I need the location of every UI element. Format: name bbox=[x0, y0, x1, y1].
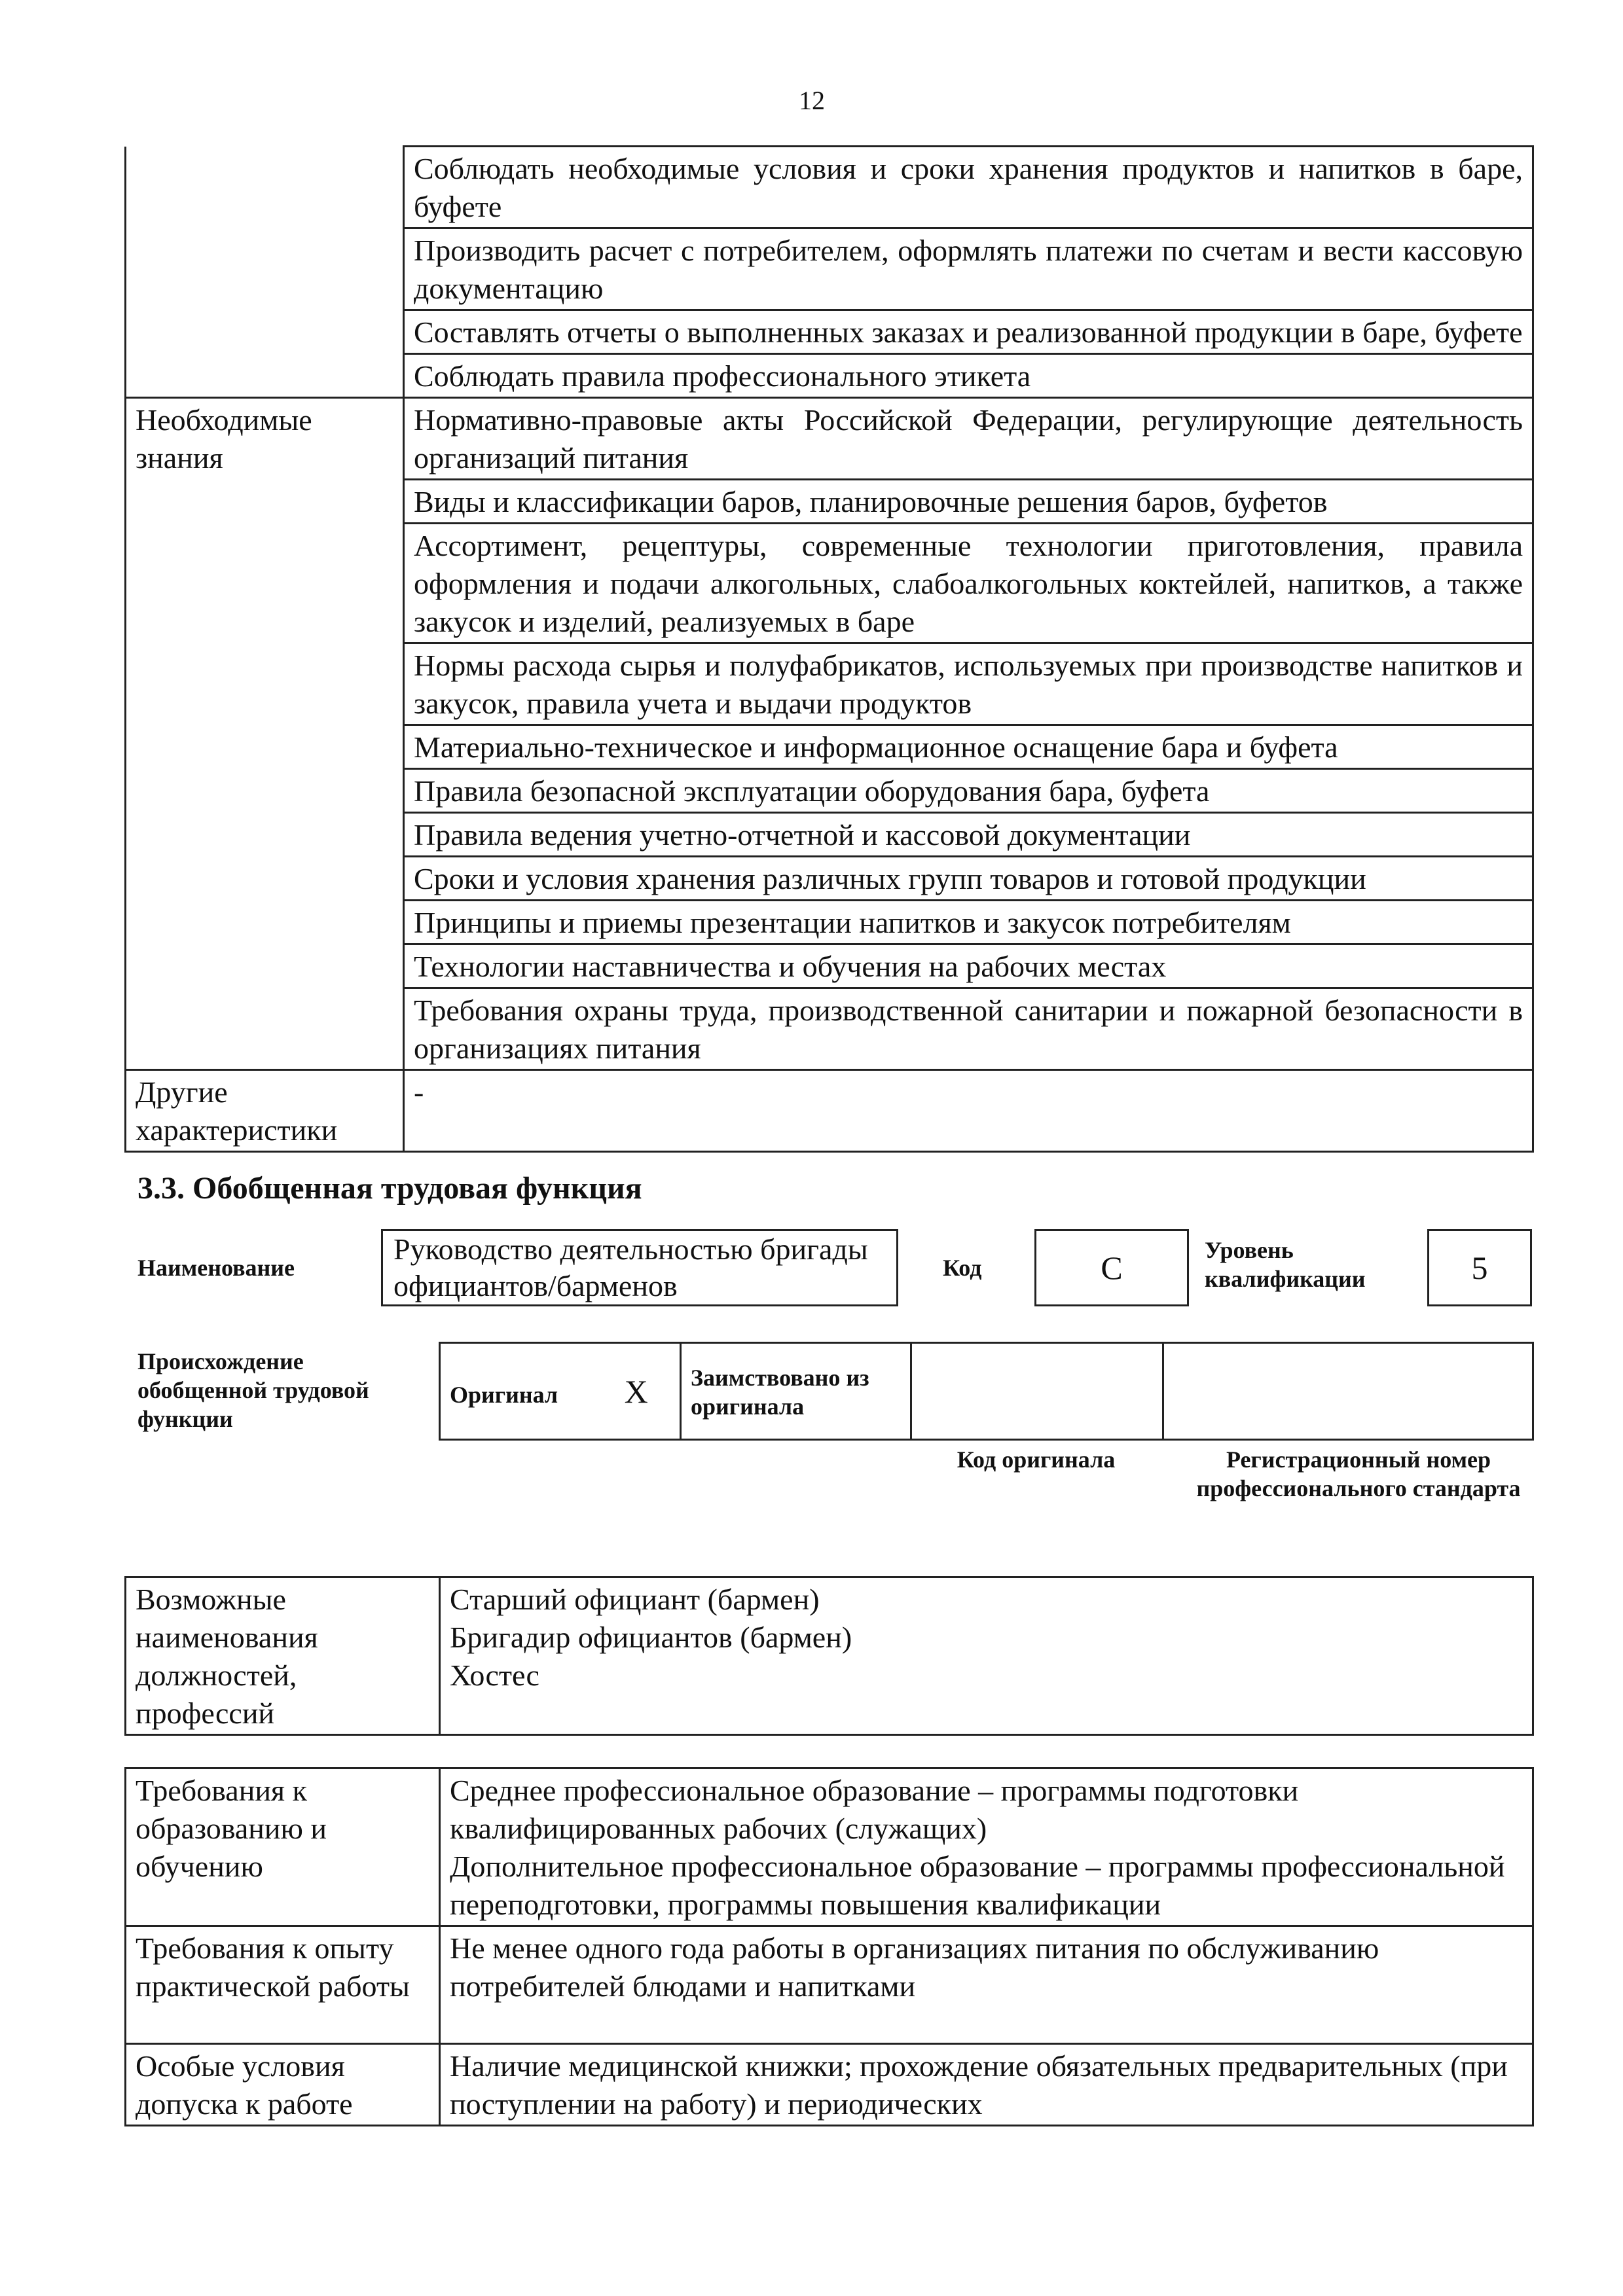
knowledge-label: Необходимые знания bbox=[126, 398, 404, 1070]
positions-table bbox=[124, 1576, 1534, 1736]
level-value: 5 bbox=[1471, 1249, 1488, 1286]
code-label: Код bbox=[943, 1255, 982, 1281]
skill-item: Производить расчет с потребителем, оформлять платежи по счетам и вести кассовую документацию bbox=[404, 228, 1533, 310]
original-mark: X bbox=[624, 1372, 648, 1410]
education-label: Требования к образованию и обучению bbox=[126, 1768, 440, 1926]
borrowed-cell bbox=[681, 1343, 911, 1440]
position-item: Хостес bbox=[450, 1659, 539, 1692]
reg-number-cell bbox=[1163, 1343, 1533, 1440]
function-name: Руководство деятельностью бригады официантов/барменов bbox=[393, 1232, 868, 1302]
original-label: Оригинал bbox=[450, 1381, 558, 1408]
other-value: - bbox=[404, 1070, 1533, 1152]
level-label: Уровень квалификации bbox=[1205, 1237, 1366, 1292]
name-value-box bbox=[381, 1229, 898, 1306]
code-original-caption: Код оригинала bbox=[957, 1446, 1116, 1473]
position-item: Бригадир официантов (бармен) bbox=[450, 1621, 852, 1654]
code-value-box bbox=[1034, 1229, 1189, 1306]
section-heading: 3.3. Обобщенная трудовая функция bbox=[137, 1171, 642, 1206]
name-label: Наименование bbox=[137, 1255, 295, 1281]
admission-label: Особые условия допуска к работе bbox=[126, 2044, 440, 2126]
skill-item: Соблюдать необходимые условия и сроки хранения продуктов и напитков в баре, буфете bbox=[404, 147, 1533, 228]
experience-value: Не менее одного года работы в организациях питания по обслуживанию потребителей блюдами и напитками bbox=[440, 1926, 1533, 2044]
knowledge-item: Технологии наставничества и обучения на рабочих местах bbox=[404, 944, 1533, 988]
other-row bbox=[126, 1070, 1533, 1152]
skill-item: Составлять отчеты о выполненных заказах и реализованной продукции в баре, буфете bbox=[404, 310, 1533, 354]
position-item: Старший официант (бармен) bbox=[450, 1583, 820, 1616]
reg-number-caption: Регистрационный номер профессионального стандарта bbox=[1196, 1446, 1521, 1501]
requirements-table bbox=[124, 1767, 1534, 2126]
knowledge-item: Сроки и условия хранения различных групп товаров и готовой продукции bbox=[404, 857, 1533, 901]
skill-item: Соблюдать правила профессионального этикета bbox=[404, 354, 1533, 398]
positions-label: Возможные наименования должностей, профессий bbox=[126, 1577, 440, 1735]
admission-value: Наличие медицинской книжки; прохождение обязательных предварительных (при поступлении на работу) и периодических bbox=[440, 2044, 1533, 2126]
page-number: 12 bbox=[799, 86, 825, 115]
knowledge-item: Правила ведения учетно-отчетной и кассовой документации bbox=[404, 813, 1533, 857]
knowledge-item: Нормативно-правовые акты Российской Федерации, регулирующие деятельность организаций питания bbox=[404, 398, 1533, 480]
knowledge-item: Материально-техническое и информационное оснащение бара и буфета bbox=[404, 725, 1533, 769]
knowledge-item: Правила безопасной эксплуатации оборудования бара, буфета bbox=[404, 769, 1533, 813]
level-value-box bbox=[1427, 1229, 1532, 1306]
knowledge-item: Требования охраны труда, производственной санитарии и пожарной безопасности в организациях питания bbox=[404, 988, 1533, 1070]
code-original-cell bbox=[911, 1343, 1163, 1440]
knowledge-row bbox=[126, 398, 1533, 480]
origin-label: Происхождение обобщенной трудовой функции bbox=[137, 1348, 369, 1432]
skills-label-cell bbox=[126, 147, 404, 398]
code-value: C bbox=[1101, 1249, 1123, 1286]
experience-label: Требования к опыту практической работы bbox=[126, 1926, 440, 2044]
skill-row bbox=[126, 147, 1533, 228]
competency-table bbox=[124, 145, 1534, 1153]
knowledge-item: Виды и классификации баров, планировочные решения баров, буфетов bbox=[404, 480, 1533, 524]
positions-values bbox=[440, 1577, 1533, 1735]
origin-table bbox=[439, 1342, 1534, 1441]
original-cell bbox=[440, 1343, 681, 1440]
other-label: Другие характеристики bbox=[126, 1070, 404, 1152]
knowledge-item: Принципы и приемы презентации напитков и закусок потребителям bbox=[404, 901, 1533, 944]
borrowed-label: Заимствовано из оригинала bbox=[691, 1364, 869, 1420]
knowledge-item: Ассортимент, рецептуры, современные технологии приготовления, правила оформления и подачи алкогольных, слабоалкогольных коктейлей, напитков, а также закусок и изделий, реализуемых в баре bbox=[404, 524, 1533, 643]
knowledge-item: Нормы расхода сырья и полуфабрикатов, используемых при производстве напитков и закусок, правила учета и выдачи продуктов bbox=[404, 643, 1533, 725]
education-value: Среднее профессиональное образование – программы подготовки квалифицированных рабочих (служащих) Дополнительное профессиональное образование – программы профессиональной переподготовки, программы повышения квалификации bbox=[440, 1768, 1533, 1926]
